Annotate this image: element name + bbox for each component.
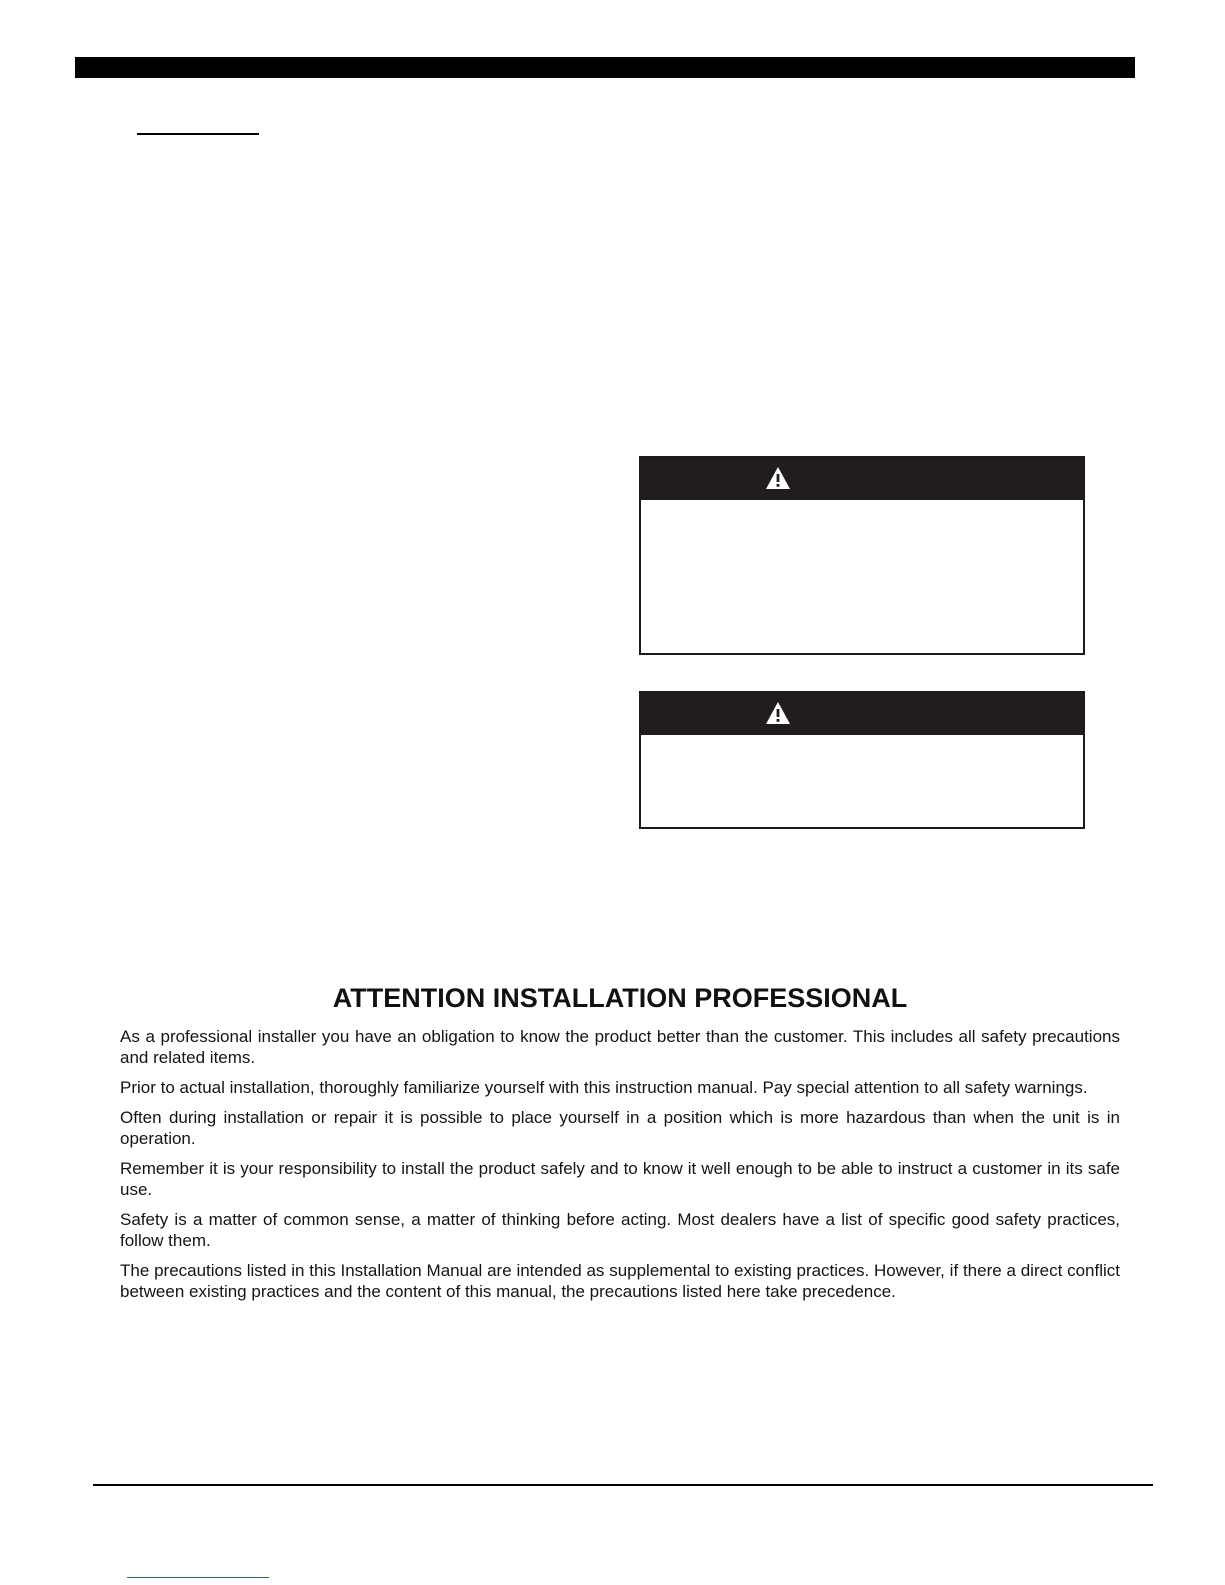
warning-box-header bbox=[641, 458, 1083, 500]
attention-title: ATTENTION INSTALLATION PROFESSIONAL bbox=[332, 983, 908, 1013]
warning-box-header bbox=[641, 693, 1083, 735]
warning-box-1 bbox=[639, 456, 1085, 655]
attention-paragraph: The precautions listed in this Installation Manual are intended as supplemental to existing practices. However, if there a direct conflict between existing practices and the content of this manual, the precautions listed here take precedence. bbox=[120, 1261, 1120, 1301]
warning-box-2 bbox=[639, 691, 1085, 829]
attention-section bbox=[120, 983, 1120, 1311]
attention-paragraph: Often during installation or repair it is possible to place yourself in a position which is more hazardous than when the unit is in operation. bbox=[120, 1108, 1120, 1148]
warning-triangle-icon bbox=[765, 701, 791, 725]
section-heading-underline bbox=[137, 133, 259, 135]
attention-paragraph: As a professional installer you have an obligation to know the product better than the customer. This includes all safety precautions and related items. bbox=[120, 1027, 1120, 1067]
footer-rule bbox=[93, 1484, 1153, 1486]
footer-link[interactable] bbox=[127, 1577, 269, 1578]
top-header-bar bbox=[75, 57, 1135, 78]
attention-paragraph: Remember it is your responsibility to install the product safely and to know it well enough to be able to instruct a customer in its safe use. bbox=[120, 1159, 1120, 1199]
warning-triangle-icon bbox=[765, 466, 791, 490]
attention-paragraph: Prior to actual installation, thoroughly familiarize yourself with this instruction manual. Pay special attention to all safety warnings. bbox=[120, 1078, 1088, 1097]
attention-paragraph: Safety is a matter of common sense, a matter of thinking before acting. Most dealers have a list of specific good safety practices, follow them. bbox=[120, 1210, 1120, 1250]
